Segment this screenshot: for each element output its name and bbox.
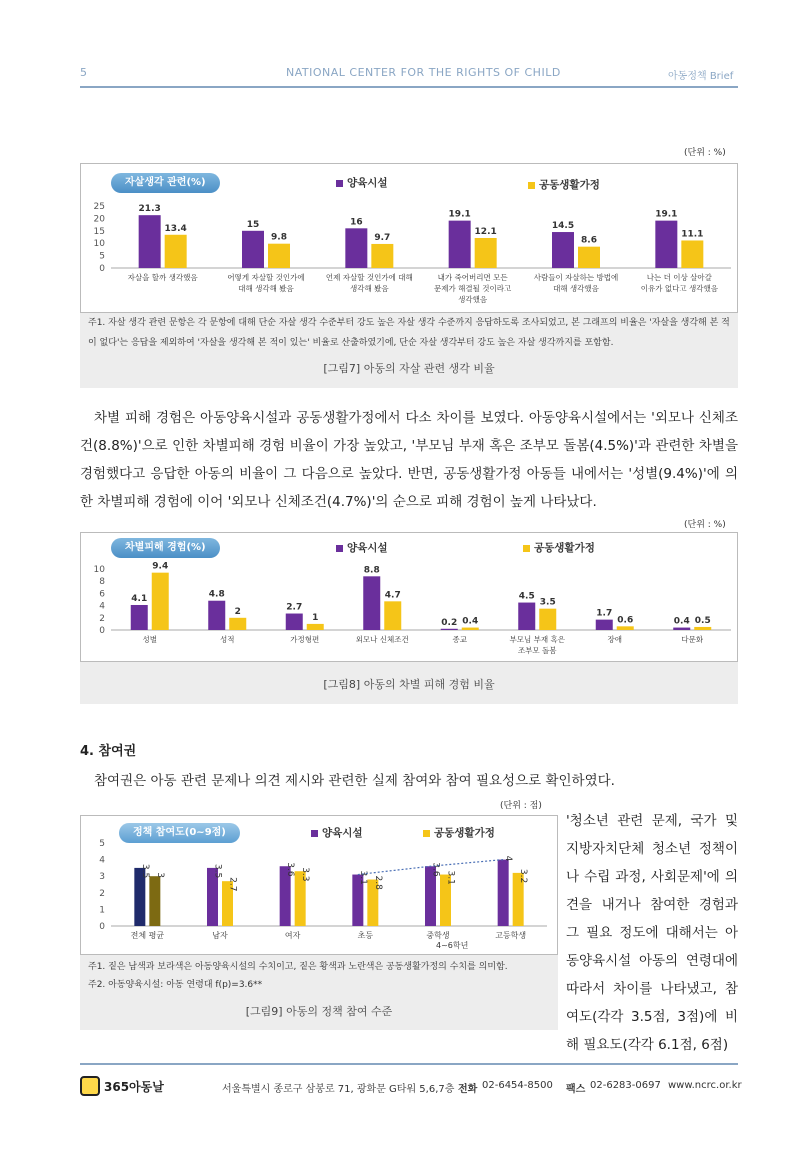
bar-a bbox=[208, 601, 225, 630]
category-label: 다문화 bbox=[681, 635, 704, 644]
bar-b bbox=[539, 609, 556, 630]
y-tick-label: 8 bbox=[99, 577, 105, 588]
bar-a bbox=[552, 232, 574, 268]
category-label: 가정형편 bbox=[290, 635, 320, 644]
data-label: 19.1 bbox=[448, 209, 471, 220]
category-label: 외모나 신체조건 bbox=[355, 635, 409, 644]
y-tick-label: 20 bbox=[93, 214, 105, 225]
footer-url[interactable]: www.ncrc.or.kr bbox=[668, 1080, 742, 1091]
data-label: 15 bbox=[246, 219, 260, 230]
bar-b bbox=[475, 238, 497, 268]
category-label: 생각했음 bbox=[458, 295, 488, 304]
bar-a bbox=[139, 215, 161, 268]
data-label: 3.6 bbox=[430, 862, 441, 877]
data-label: 19.1 bbox=[655, 209, 678, 220]
bar-a bbox=[286, 614, 303, 630]
data-label: 12.1 bbox=[474, 226, 497, 237]
category-label: 초등 bbox=[357, 931, 374, 940]
data-label: 8.8 bbox=[363, 565, 380, 576]
side-paragraph: '청소년 관련 문제, 국가 및 지방자치단체 청소년 정책이나 수립 과정, 사회문제'에 의견을 내거나 참여한 경험과 그 필요 정도에 대해서는 아동양육시설 아동의 연령대에 따라서 차이를 나타냈고, 참여도(각각 3.5점, 3점)에 비해 필요도(각각 6.1점, 6점) bbox=[566, 813, 738, 1053]
bar-b bbox=[462, 628, 479, 630]
category-label: 내가 죽어버리면 모든 bbox=[437, 273, 508, 282]
y-tick-label: 10 bbox=[93, 565, 105, 575]
bar-a bbox=[449, 221, 471, 268]
data-label: 3 bbox=[154, 872, 165, 878]
footer-tel: 02-6454-8500 bbox=[482, 1080, 553, 1091]
category-label: 조부모 돌봄 bbox=[517, 646, 557, 655]
category-label: 대해 생각했음 bbox=[553, 284, 599, 293]
data-label: 9.8 bbox=[271, 232, 287, 243]
y-tick-label: 6 bbox=[99, 589, 105, 600]
fig9-note-2: 주2. 아동양육시설: 아동 연령대 f(p)=3.6** bbox=[88, 980, 263, 990]
data-label: 13.4 bbox=[164, 223, 187, 234]
fig7-chart bbox=[81, 164, 737, 312]
data-label: 8.6 bbox=[581, 235, 597, 246]
section-title: 4. 참여권 bbox=[80, 744, 137, 759]
data-label: 3.1 bbox=[445, 870, 456, 885]
fig8-chart-box bbox=[80, 532, 738, 662]
category-label: 성적 bbox=[220, 635, 235, 644]
data-label: 4.8 bbox=[208, 589, 225, 600]
paragraph-discrimination: 차별 피해 경험은 아동양육시설과 공동생활가정에서 다소 차이를 보였다. 아동양육시설에서는 '외모나 신체조건(8.8%)'으로 인한 차별피해 경험 비율이 가장 높았고, '부모님 부재 혹은 조부모 돌봄(4.5%)'과 관련한 차별을 경험했다고 응답한 아동의 비율이 그 다음으로 높았다. 반면, 공동생활가정 아동들 내에서는 '성별(9.4%)'에 의한 차별피해 경험에 이어 '외모나 신체조건(4.7%)'의 순으로 피해 경험이 높게 나타났다. bbox=[80, 410, 738, 510]
fig9-note-box bbox=[80, 955, 558, 1030]
bar-b bbox=[578, 247, 600, 268]
category-label: 부모님 부재 혹은 bbox=[509, 635, 565, 644]
footer-logo-text: 365아동날 bbox=[104, 1080, 164, 1094]
bar-b bbox=[268, 244, 290, 268]
fig9-chip: 정책 참여도(0~9점) bbox=[119, 823, 240, 843]
category-label: 고등학생 bbox=[495, 931, 527, 940]
data-label: 4.1 bbox=[131, 593, 148, 604]
smile-logo-icon bbox=[80, 1076, 100, 1096]
category-label: 종교 bbox=[452, 635, 467, 644]
data-label: 9.4 bbox=[152, 561, 169, 572]
bar-a bbox=[498, 860, 509, 926]
category-label: 자살을 할까 생각했음 bbox=[127, 273, 198, 282]
y-tick-label: 0 bbox=[99, 264, 105, 274]
brief-title: 아동정책 Brief bbox=[668, 71, 734, 82]
fig9-unit: (단위 : 점) bbox=[500, 801, 542, 811]
y-tick-label: 15 bbox=[93, 226, 105, 237]
data-label: 2.7 bbox=[227, 877, 238, 892]
data-label: 3.5 bbox=[139, 863, 150, 879]
section-intro: 참여권은 아동 관련 문제나 의견 제시와 관련한 실제 참여와 참여 필요성으로 확인하였다. bbox=[94, 773, 615, 789]
data-label: 1 bbox=[312, 612, 319, 623]
category-label: 전체 평균 bbox=[130, 931, 165, 940]
category-label: 문제가 해결될 것이라고 bbox=[434, 284, 512, 293]
data-label: 0.2 bbox=[441, 617, 458, 628]
bar-a bbox=[363, 576, 380, 630]
bar-a bbox=[345, 228, 367, 268]
data-label: 3.1 bbox=[357, 870, 368, 885]
y-tick-label: 5 bbox=[99, 839, 105, 849]
y-tick-label: 4 bbox=[99, 855, 105, 866]
fig7-legend-a: 양육시설 bbox=[336, 175, 388, 190]
category-label: 남자 bbox=[212, 931, 228, 940]
fig8-chart bbox=[81, 533, 737, 661]
data-label: 3.5 bbox=[539, 597, 556, 608]
y-tick-label: 2 bbox=[99, 613, 105, 624]
bar-a bbox=[673, 628, 690, 630]
fig8-chip: 차별피해 경험(%) bbox=[111, 538, 220, 558]
y-tick-label: 1 bbox=[99, 905, 105, 916]
data-label: 9.7 bbox=[374, 232, 391, 243]
fig7-legend-b: 공동생활가정 bbox=[528, 177, 600, 192]
data-label: 21.3 bbox=[138, 204, 161, 215]
category-label: 사람들이 자살하는 방법에 bbox=[533, 273, 619, 282]
fig9-legend-b: 공동생활가정 bbox=[423, 825, 495, 840]
y-tick-label: 3 bbox=[99, 872, 105, 883]
data-label: 14.5 bbox=[551, 221, 575, 232]
fig8-legend-b: 공동생활가정 bbox=[523, 540, 595, 555]
footer-rule bbox=[80, 1063, 738, 1065]
y-tick-label: 2 bbox=[99, 888, 105, 899]
data-label: 3.6 bbox=[285, 862, 296, 877]
fig9-caption: [그림9] 아동의 정책 참여 수준 bbox=[245, 1005, 393, 1018]
bar-b bbox=[384, 601, 401, 630]
group-label: 4~6학년 bbox=[436, 941, 469, 950]
category-label: 나는 더 이상 살아갈 bbox=[646, 273, 712, 282]
y-tick-label: 25 bbox=[93, 202, 105, 212]
fig8-legend-a: 양육시설 bbox=[336, 540, 388, 555]
fig7-note-box bbox=[80, 313, 738, 388]
data-label: 4.7 bbox=[384, 590, 401, 601]
y-tick-label: 4 bbox=[99, 601, 105, 612]
bar-a bbox=[596, 620, 613, 630]
category-label: 장애 bbox=[607, 635, 622, 644]
data-label: 2.7 bbox=[286, 602, 303, 613]
bar-b bbox=[165, 235, 187, 268]
category-label: 어떻게 자살할 것인가에 bbox=[227, 273, 305, 282]
bar-a bbox=[655, 221, 677, 268]
fig8-caption: [그림8] 아동의 차별 피해 경험 비율 bbox=[323, 678, 495, 691]
category-label: 언제 자살할 것인가에 대해 bbox=[325, 273, 413, 282]
data-label: 1.7 bbox=[596, 608, 613, 619]
fig9-legend-a: 양육시설 bbox=[311, 825, 363, 840]
data-label: 0.5 bbox=[694, 615, 711, 626]
data-label: 0.4 bbox=[673, 616, 690, 627]
bar-b bbox=[694, 627, 711, 630]
bar-b bbox=[681, 240, 703, 268]
y-tick-label: 0 bbox=[99, 922, 105, 932]
bar-b bbox=[617, 626, 634, 630]
y-tick-label: 10 bbox=[93, 239, 105, 250]
data-label: 4.5 bbox=[518, 591, 535, 602]
fig7-unit: (단위 : %) bbox=[684, 148, 726, 158]
bar-b bbox=[371, 244, 393, 268]
fig9-chart-box bbox=[80, 815, 558, 955]
bar-b bbox=[149, 876, 160, 926]
category-label: 대해 생각해 봤음 bbox=[238, 284, 294, 293]
fig8-unit: (단위 : %) bbox=[684, 520, 726, 530]
data-label: 0.4 bbox=[462, 616, 479, 627]
category-label: 성별 bbox=[142, 635, 157, 644]
fig7-chart-box bbox=[80, 163, 738, 313]
category-label: 여자 bbox=[284, 931, 301, 940]
footer-fax-label: 팩스 bbox=[566, 1084, 586, 1095]
bar-a bbox=[242, 231, 264, 268]
fig9-chart bbox=[81, 816, 557, 954]
y-tick-label: 0 bbox=[99, 626, 105, 636]
fig7-note: 주1. 자살 생각 관련 문항은 각 문항에 대해 단순 자살 생각 수준부터 강도 높은 자살 생각 수준까지 응답하도록 조사되었고, 본 그래프의 비율은 '자살을 생각해 본 적이 없다'는 응답을 제외하여 '자살을 생각해 본 적이 있는' 비율로 산출하였기에, 단순 자살 생각부터 강도 높은 자살 생각까지를 포함함. bbox=[88, 318, 730, 348]
category-label: 생각해 봤음 bbox=[350, 284, 389, 293]
header-rule bbox=[80, 86, 738, 88]
bar-b bbox=[229, 618, 246, 630]
footer-tel-label: 전화 bbox=[458, 1084, 478, 1095]
data-label: 11.1 bbox=[681, 229, 704, 240]
bar-a bbox=[518, 603, 535, 630]
data-label: 2 bbox=[234, 606, 241, 617]
category-label: 이유가 없다고 생각했음 bbox=[640, 284, 718, 293]
page-number: 5 bbox=[80, 66, 87, 79]
bar-a bbox=[131, 605, 148, 630]
footer-address: 서울특별시 종로구 삼봉로 71, 광화문 G타워 5,6,7층 bbox=[222, 1084, 455, 1095]
fig7-caption: [그림7] 아동의 자살 관련 생각 비율 bbox=[323, 362, 495, 375]
y-tick-label: 5 bbox=[99, 251, 105, 262]
data-label: 0.6 bbox=[617, 615, 634, 626]
footer-fax: 02-6283-0697 bbox=[590, 1080, 661, 1091]
bar-b bbox=[152, 573, 169, 630]
data-label: 16 bbox=[350, 217, 363, 228]
fig8-caption-box bbox=[80, 662, 738, 704]
data-label: 2.8 bbox=[372, 875, 383, 890]
data-label: 3.2 bbox=[518, 868, 529, 884]
running-title: NATIONAL CENTER FOR THE RIGHTS OF CHILD bbox=[286, 66, 561, 79]
fig7-chip: 자살생각 관련(%) bbox=[111, 173, 220, 193]
data-label: 4 bbox=[503, 855, 514, 862]
category-label: 중학생 bbox=[426, 931, 450, 940]
bar-a bbox=[441, 629, 458, 630]
data-label: 3.3 bbox=[300, 867, 311, 882]
data-label: 3.5 bbox=[212, 863, 223, 879]
fig9-note-1: 주1. 짙은 남색과 보라색은 아동양육시설의 수치이고, 짙은 황색과 노란색은 공동생활가정의 수치를 의미함. bbox=[88, 962, 508, 972]
bar-b bbox=[307, 624, 324, 630]
